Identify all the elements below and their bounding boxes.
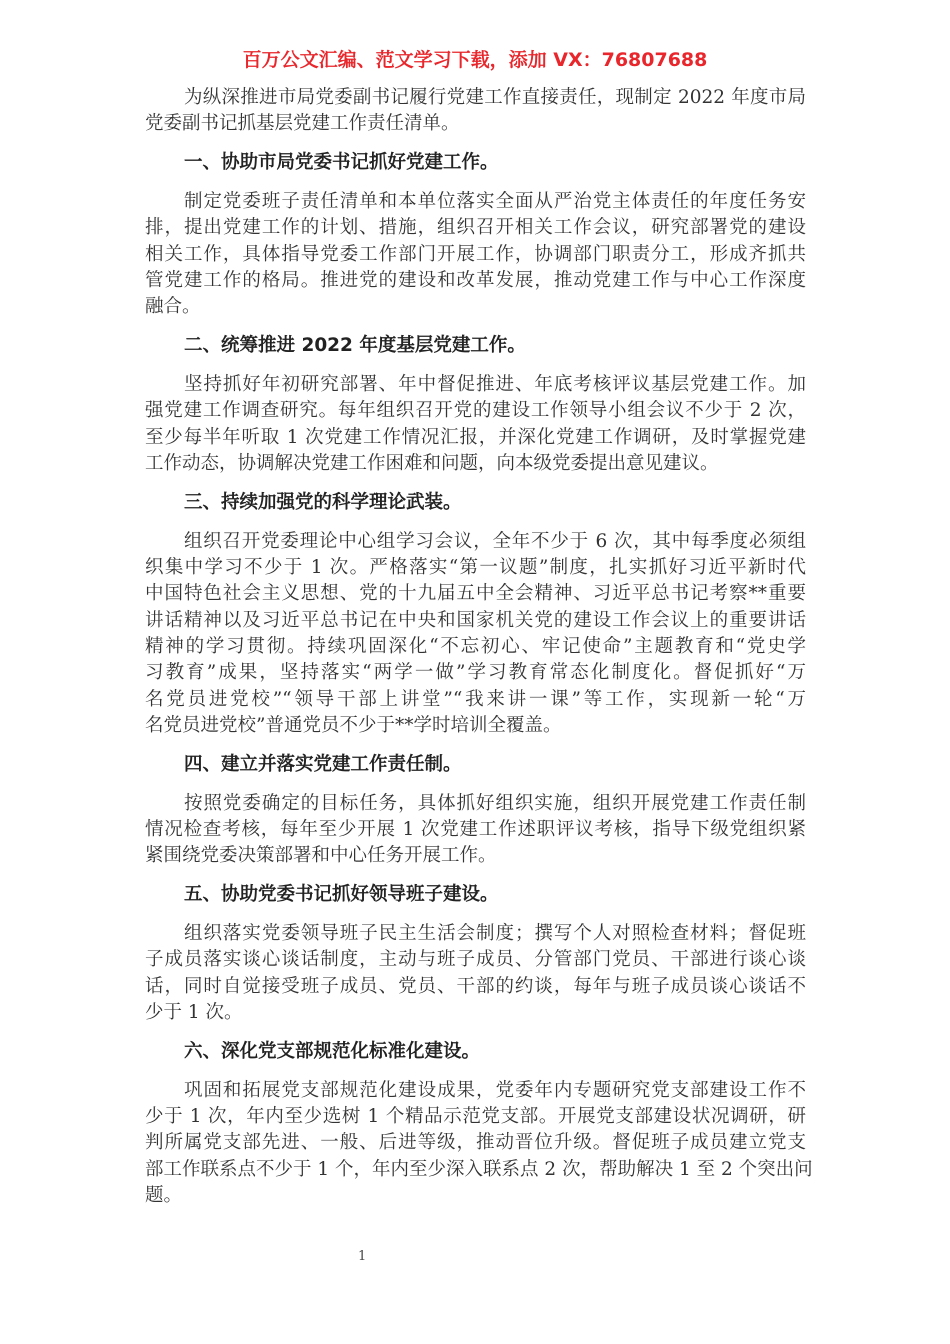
section-heading	[145, 882, 806, 908]
text-line: 情况检查考核，每年至少开展 1 次党建工作述职评议考核，指导下级党组织紧	[145, 818, 806, 840]
text-line: 融合。	[145, 296, 201, 318]
text-line: 二、统筹推进 2022 年度基层党建工作。	[184, 335, 526, 357]
text-line: 精神的学习贯彻。持续巩固深化“不忘初心、牢记使命”主题教育和“党史学	[145, 635, 806, 657]
paragraph	[145, 791, 806, 870]
text-line: 组织召开党委理论中心组学习会议，全年不少于 6 次，其中每季度必须组	[184, 530, 806, 552]
section-heading	[145, 1039, 806, 1065]
text-line: 讲话精神以及习近平总书记在中央和国家机关党的建设工作会议上的重要讲话	[145, 609, 806, 631]
text-line: 话，同时自觉接受班子成员、党员、干部的约谈，每年与班子成员谈心谈话不	[145, 975, 806, 997]
paragraph	[145, 921, 806, 1026]
text-line: 题。	[145, 1184, 183, 1206]
text-line: 工作动态，协调解决党建工作困难和问题，向本级党委提出意见建议。	[145, 452, 719, 474]
text-line: 名党员进党校”“领导干部上讲堂”“我来讲一课”等工作，实现新一轮“万	[145, 688, 806, 710]
paragraph	[145, 529, 806, 739]
text-line: 管党建工作的格局。推进党的建设和改革发展，推动党建工作与中心工作深度	[145, 269, 806, 291]
text-line: 党委副书记抓基层党建工作责任清单。	[145, 113, 460, 135]
text-line: 织集中学习不少于 1 次。严格落实“第一议题”制度，扎实抓好习近平新时代	[145, 557, 806, 579]
text-line: 六、深化党支部规范化标准化建设。	[184, 1040, 481, 1062]
text-line: 强党建工作调查研究。每年组织召开党的建设工作领导小组会议不少于 2 次，	[145, 400, 806, 422]
text-line: 巩固和拓展党支部规范化建设成果，党委年内专题研究党支部建设工作不	[184, 1079, 806, 1101]
text-line: 至少每半年听取 1 次党建工作情况汇报，并深化党建工作调研，及时掌握党建	[145, 426, 806, 448]
text-line: 少于 1 次，年内至少选树 1 个精品示范党支部。开展党支部建设状况调研，研	[145, 1105, 806, 1127]
paragraph	[145, 1078, 813, 1209]
text-line: 三、持续加强党的科学理论武装。	[184, 491, 462, 513]
paragraph	[145, 189, 806, 320]
text-line: 相关工作，具体指导党委工作部门开展工作，协调部门职责分工，形成齐抓共	[145, 243, 806, 265]
text-line: 四、建立并落实党建工作责任制。	[184, 753, 462, 775]
text-line: 坚持抓好年初研究部署、年中督促推进、年底考核评议基层党建工作。加	[184, 374, 806, 396]
text-line: 少于 1 次。	[145, 1001, 243, 1023]
text-line: 排，提出党建工作的计划、措施，组织召开相关工作会议，研究部署党的建设	[145, 217, 806, 239]
section-heading	[145, 490, 806, 516]
text-line: 为纵深推进市局党委副书记履行党建工作直接责任，现制定 2022 年度市局	[184, 87, 806, 108]
document-body	[145, 85, 813, 1222]
watermark-banner: 百万公文汇编、范文学习下载，添加 VX：76807688	[242, 49, 708, 71]
text-line: 组织落实党委领导班子民主生活会制度；撰写个人对照检查材料；督促班	[184, 922, 806, 944]
section-heading	[145, 333, 806, 359]
text-line: 中国特色社会主义思想、党的十九届五中全会精神、习近平总书记考察**重要	[145, 583, 806, 605]
paragraph	[145, 85, 806, 138]
text-line: 子成员落实谈心谈话制度，主动与班子成员、分管部门党员、干部进行谈心谈	[145, 949, 806, 971]
text-line: 按照党委确定的目标任务，具体抓好组织实施，组织开展党建工作责任制	[184, 792, 806, 814]
paragraph	[145, 372, 806, 477]
text-line: 紧围绕党委决策部署和中心任务开展工作。	[145, 845, 497, 867]
text-line: 制定党委班子责任清单和本单位落实全面从严治党主体责任的年度任务安	[184, 191, 806, 213]
section-heading	[145, 150, 806, 176]
text-line: 判所属党支部先进、一般、后进等级，推动晋位升级。督促班子成员建立党支	[145, 1132, 806, 1154]
text-line: 五、协助党委书记抓好领导班子建设。	[184, 884, 499, 906]
text-line: 习教育”成果，坚持落实“两学一做”学习教育常态化制度化。督促抓好“万	[145, 662, 806, 684]
text-line: 名党员进党校”普通党员不少于**学时培训全覆盖。	[145, 714, 562, 736]
text-line: 一、协助市局党委书记抓好党建工作。	[184, 152, 499, 174]
section-heading	[145, 752, 806, 778]
page-number: 1	[358, 1249, 367, 1264]
text-line: 部工作联系点不少于 1 个，年内至少深入联系点 2 次，帮助解决 1 至 2 个突出问	[145, 1158, 813, 1180]
